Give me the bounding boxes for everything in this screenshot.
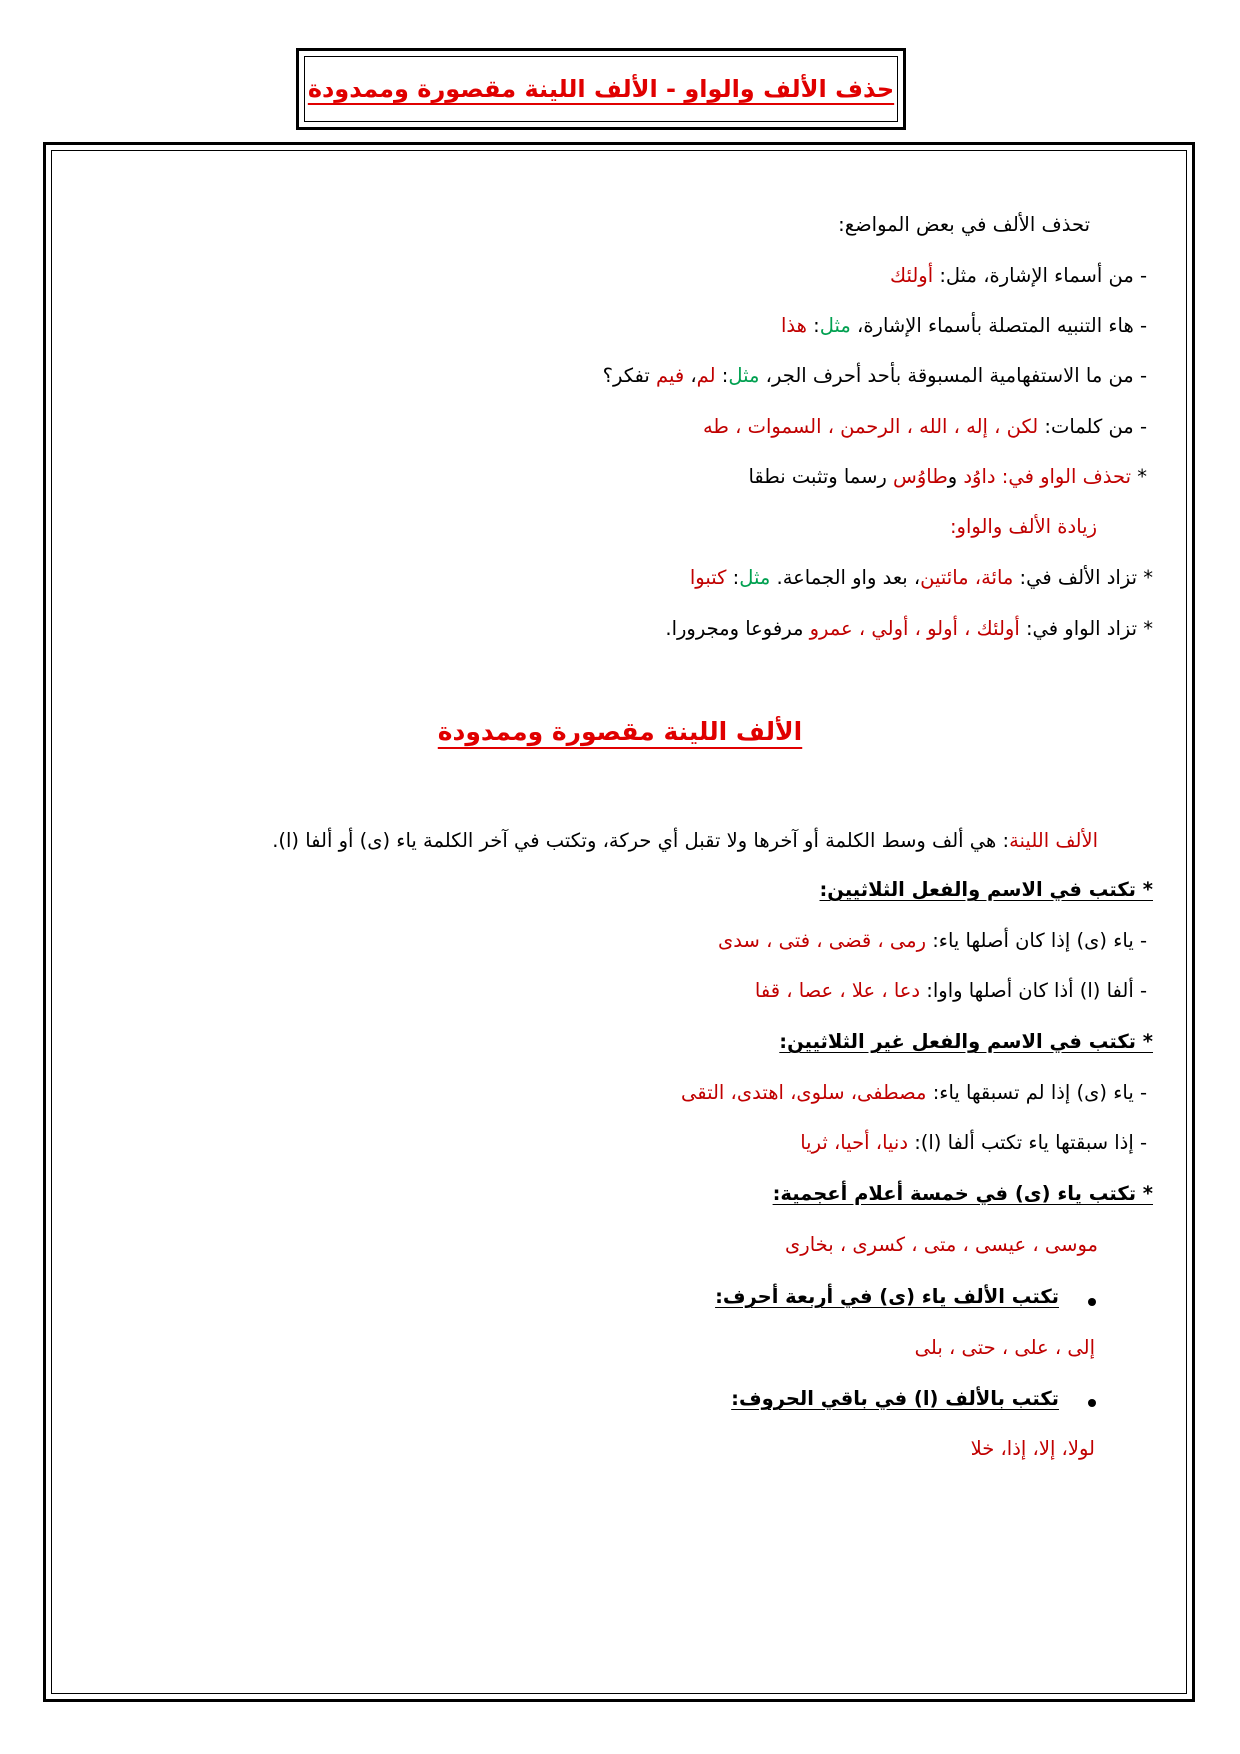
four-letters-heading: تكتب الألف ياء (ى) في أربعة أحرف: xyxy=(715,1285,1059,1308)
example: تحذف الواو في: داوُد xyxy=(963,465,1132,488)
text: - ألفا (ا) أذا كان أصلها واوا: xyxy=(920,979,1147,1002)
example: لم xyxy=(696,364,716,387)
four-letters-examples: إلى ، على ، حتى ، بلى xyxy=(914,1336,1095,1359)
example-label: مثل xyxy=(728,364,760,387)
triliteral-heading: * تكتب في الاسم والفعل الثلاثيين: xyxy=(819,878,1153,901)
other-letters-examples: لولا، إلا، إذا، خلا xyxy=(970,1437,1095,1460)
text: * xyxy=(1131,465,1147,488)
deletion-line-2 xyxy=(781,313,1147,339)
nontriliteral-line-1 xyxy=(681,1080,1147,1106)
text: ، بعد واو الجماعة. xyxy=(770,566,921,589)
example: أولئك xyxy=(890,264,934,287)
triliteral-line-1 xyxy=(718,928,1147,954)
example: طاوُس xyxy=(893,465,948,488)
deletion-line-4 xyxy=(703,414,1147,440)
example: لكن ، إله ، الله ، الرحمن ، السموات ، طه xyxy=(702,415,1039,438)
example: أولئك ، أولو ، أولي ، عمرو xyxy=(809,617,1020,640)
nontriliteral-line-2 xyxy=(800,1130,1147,1156)
colon: : xyxy=(806,314,820,337)
section-title: الألف اللينة مقصورة وممدودة xyxy=(437,717,803,746)
text: * تزاد الواو في: xyxy=(1019,617,1153,640)
term: الألف اللينة xyxy=(1009,829,1098,852)
title-inner-frame xyxy=(304,56,898,122)
example: مائة، مائتين xyxy=(920,566,1014,589)
foreign-names-examples: موسى ، عيسى ، متى ، كسرى ، بخارى xyxy=(785,1233,1098,1256)
addition-title: زيادة الألف والواو: xyxy=(949,515,1097,538)
deletion-line-5 xyxy=(748,464,1147,490)
text: رسما وتثبت نطقا xyxy=(748,465,894,488)
example: مصطفى، سلوى، اهتدى، التقى xyxy=(680,1081,927,1104)
text: - من كلمات: xyxy=(1038,415,1147,438)
addition-line-1 xyxy=(690,565,1153,591)
foreign-names-heading: * تكتب ياء (ى) في خمسة أعلام أعجمية: xyxy=(772,1182,1153,1205)
example-label: مثل xyxy=(819,314,851,337)
example: هذا xyxy=(781,314,807,337)
text: تفكر؟ xyxy=(602,364,656,387)
text: - من أسماء الإشارة، مثل: xyxy=(933,264,1147,287)
nontriliteral-heading: * تكتب في الاسم والفعل غير الثلاثيين: xyxy=(779,1030,1153,1053)
deletion-line-1 xyxy=(890,263,1147,289)
text: مرفوعا ومجرورا. xyxy=(665,617,810,640)
text: - من ما الاستفهامية المسبوقة بأحد أحرف الجر، xyxy=(759,364,1147,387)
deletion-intro: تحذف الألف في بعض المواضع: xyxy=(838,213,1090,236)
separator: ، xyxy=(684,364,697,387)
text: و xyxy=(947,465,964,488)
example: رمى ، قضى ، فتى ، سدى xyxy=(718,929,927,952)
bullet-icon xyxy=(1088,1399,1096,1407)
addition-line-2 xyxy=(665,616,1153,642)
triliteral-line-2 xyxy=(755,978,1147,1004)
definition-line xyxy=(272,828,1098,854)
bullet-icon xyxy=(1088,1298,1096,1306)
example-label: مثل xyxy=(739,566,771,589)
deletion-line-3 xyxy=(603,363,1147,389)
document-title: حذف الألف والواو - الألف اللينة مقصورة وممدودة xyxy=(307,75,895,103)
colon: : xyxy=(726,566,740,589)
title-frame xyxy=(296,48,906,130)
example: دعا ، علا ، عصا ، قفا xyxy=(754,979,921,1002)
other-letters-heading: تكتب بالألف (ا) في باقي الحروف: xyxy=(731,1387,1059,1410)
text: - ياء (ى) إذا لم تسبقها ياء: xyxy=(926,1081,1147,1104)
definition-text: : هي ألف وسط الكلمة أو آخرها ولا تقبل أي حركة، وتكتب في آخر الكلمة ياء (ى) أو ألفا (ا). xyxy=(272,829,1010,852)
text: - هاء التنبيه المتصلة بأسماء الإشارة، xyxy=(850,314,1147,337)
example: فيم xyxy=(655,364,685,387)
example: دنيا، أحيا، ثريا xyxy=(800,1131,909,1154)
text: - ياء (ى) إذا كان أصلها ياء: xyxy=(926,929,1147,952)
text: * تزاد الألف في: xyxy=(1013,566,1153,589)
text: - إذا سبقتها ياء تكتب ألفا (ا): xyxy=(908,1131,1147,1154)
example: كتبوا xyxy=(689,566,727,589)
colon: : xyxy=(715,364,729,387)
